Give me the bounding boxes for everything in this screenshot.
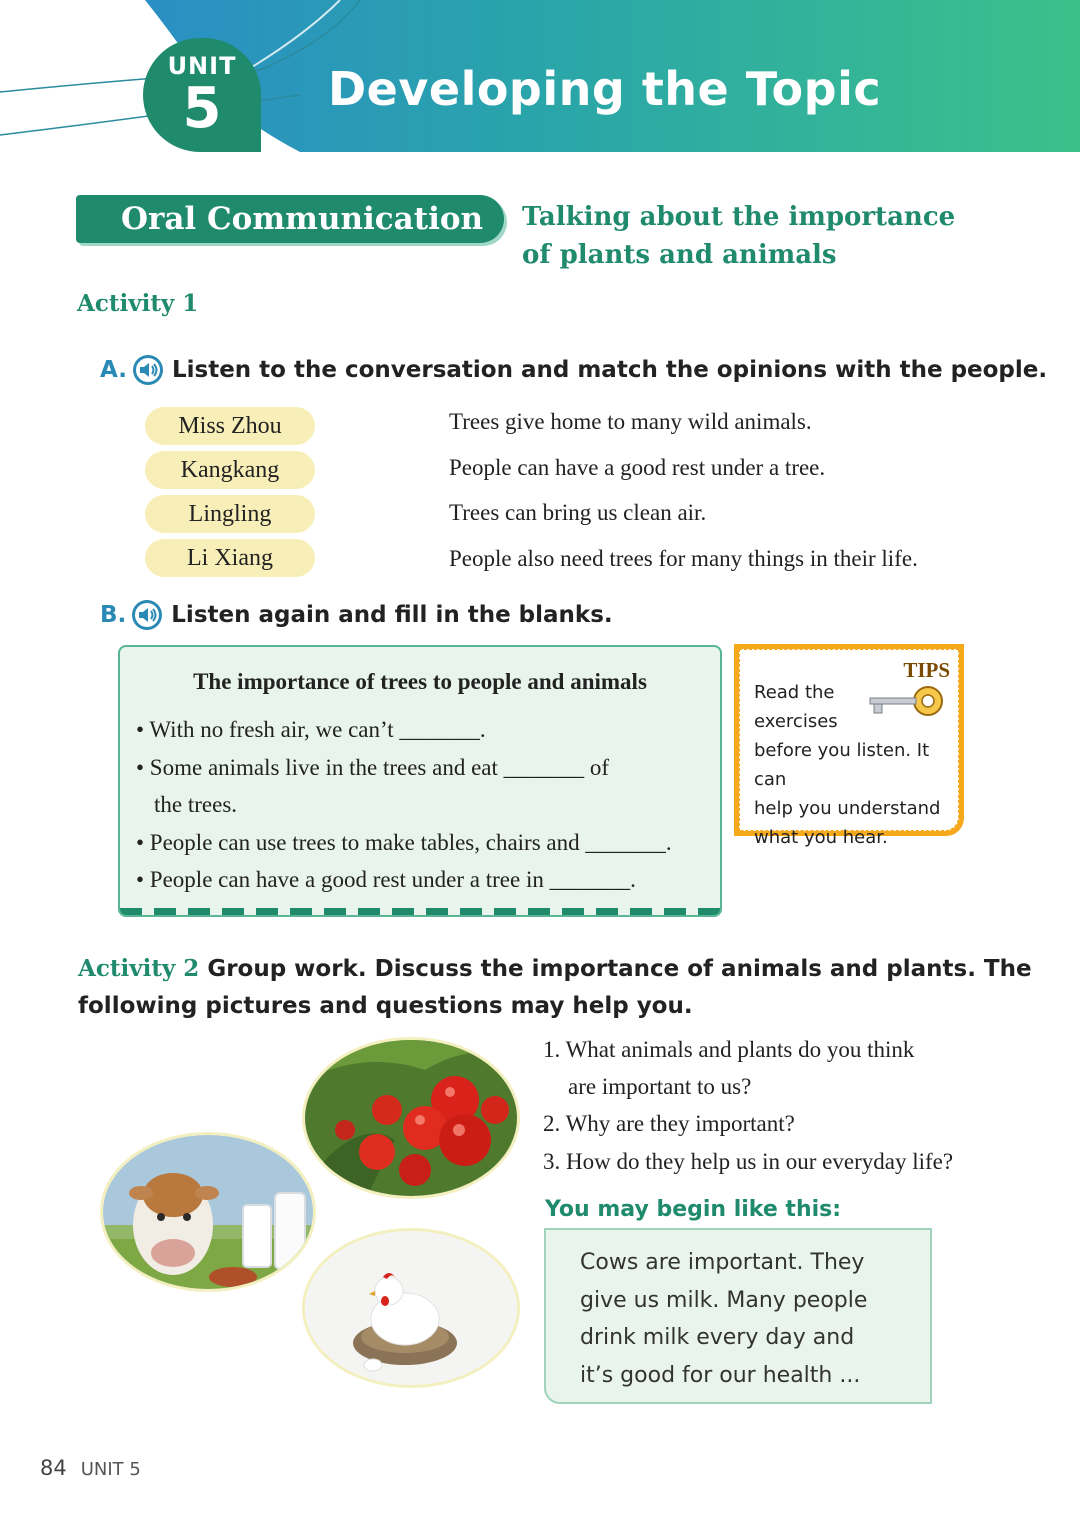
opinion-text: Trees can bring us clean air. [449,500,707,525]
hen-image [305,1231,520,1388]
tips-box [734,644,964,848]
speaker-icon[interactable] [131,599,163,631]
fill-in-box [118,645,722,917]
page-footer [40,1456,141,1480]
tips-inner [739,649,959,848]
activity2-instruction [78,950,1038,1025]
person-name: Kangkang [145,451,315,489]
header-banner [0,0,1080,152]
section-subtitle-line2: of plants and animals [522,240,837,270]
partB-instruction [100,599,613,631]
sample-answer-box [544,1228,932,1404]
person-name: Lingling [145,495,315,533]
activity2-text: Group work. Discuss the importance of animals and plants. The following pictures and questions may help you. [78,956,1032,1019]
sample-line: drink milk every day and [580,1325,855,1350]
tips-text [754,678,964,852]
question-line: 3. How do they help us in our everyday life? [543,1149,954,1174]
fill-line: • People can have a good rest under a tree in _______. [136,867,636,892]
cow-picture [100,1132,316,1292]
question-line: 2. Why are they important? [543,1111,795,1136]
sample-line: Cows are important. They [580,1250,865,1275]
tips-line: help you understand [754,798,941,819]
opinion-text: Trees give home to many wild animals. [449,409,812,434]
partA-letter: A. [100,357,127,383]
dashed-border [120,908,720,915]
partA-instruction [100,354,1047,386]
person-name: Li Xiang [145,539,315,577]
tips-line: exercises [754,711,838,732]
fill-line: • People can use trees to make tables, chairs and _______. [136,830,672,855]
footer-unit: UNIT 5 [80,1459,141,1480]
tips-line: before you listen. It can [754,740,930,790]
speaker-icon[interactable] [132,354,164,386]
section-subtitle-line1: Talking about the importance [522,202,956,232]
begin-label: You may begin like this: [545,1197,842,1222]
cow-image [103,1135,316,1292]
sample-line: give us milk. Many people [580,1287,868,1313]
person-name: Miss Zhou [145,407,315,445]
unit-badge [143,38,261,152]
opinion-text: People can have a good rest under a tree. [449,455,826,480]
tomato-image [305,1040,520,1199]
tips-line: what you hear. [754,827,888,848]
section-subtitle [522,198,992,274]
tips-line: Read the [754,682,835,703]
unit-number: 5 [182,76,222,141]
partB-instruction-text: Listen again and fill in the blanks. [171,602,613,628]
tomato-picture [302,1037,520,1199]
activity1-label: Activity 1 [77,290,199,317]
fill-box-title: The importance of trees to people and animals [193,669,647,694]
partB-letter: B. [100,602,127,628]
opinion-text: People also need trees for many things in their life. [449,546,918,571]
hen-picture [302,1228,520,1388]
tips-label: TIPS [903,658,950,682]
fill-line: the trees. [154,792,238,817]
sample-line: it’s good for our health ... [580,1362,861,1388]
partA-instruction-text: Listen to the conversation and match the opinions with the people. [171,357,1048,383]
page-number: 84 [40,1456,67,1480]
page-title: Developing the Topic [328,62,882,116]
question-line: are important to us? [568,1074,752,1099]
activity2-label: Activity 2 [78,955,200,982]
fill-line: • With no fresh air, we can’t _______. [136,717,486,742]
question-line: 1. What animals and plants do you think [543,1037,915,1062]
unit-word: UNIT [167,52,237,80]
section-title: Oral Communication [76,195,504,243]
fill-line: • Some animals live in the trees and eat _______ of [136,755,610,780]
